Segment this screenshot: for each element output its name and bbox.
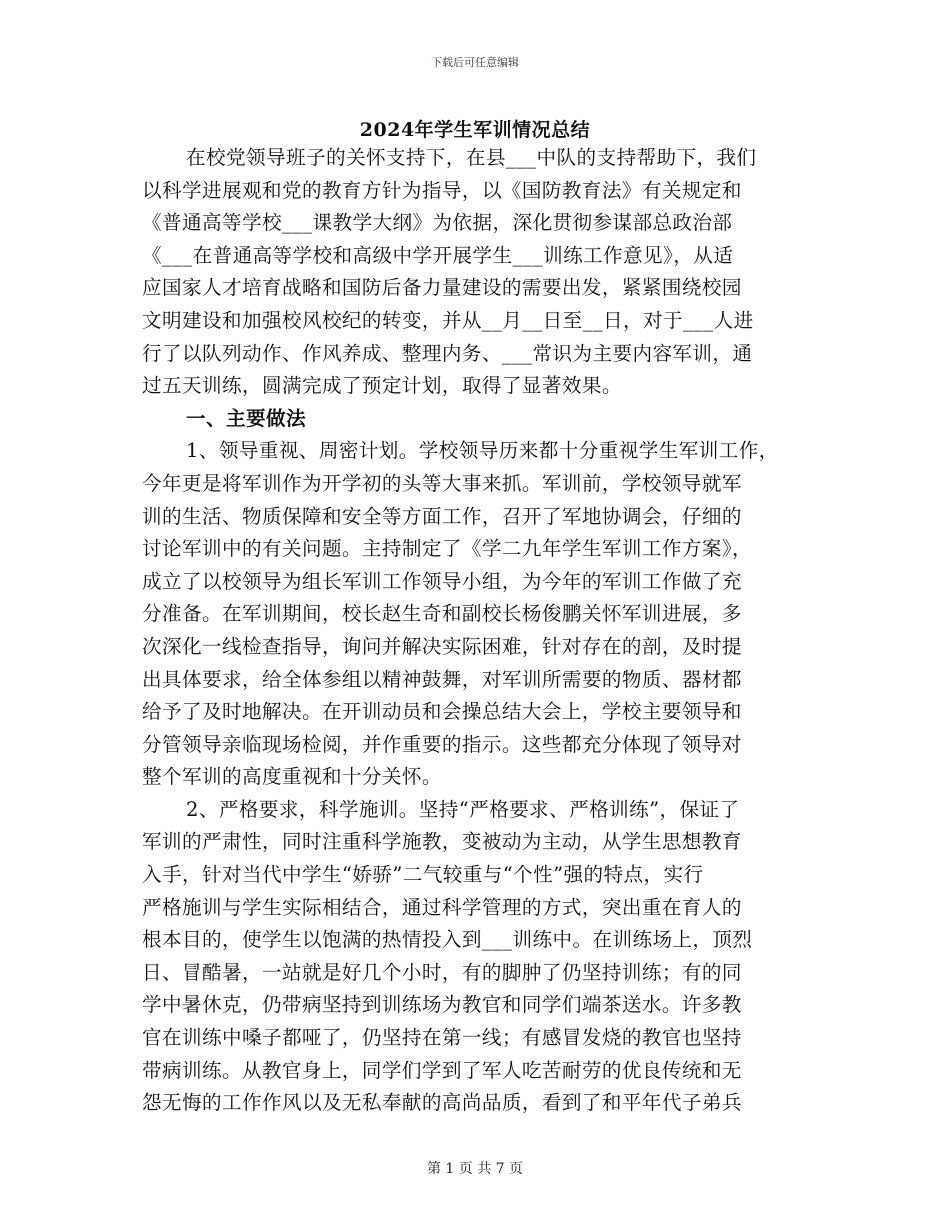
header-note: 下载后可任意编辑: [431, 56, 519, 69]
paragraph-line: 训的生活、物质保障和安全等方面工作，召开了军地协调会，仔细的: [142, 504, 742, 528]
paragraph-line: 过五天训练，圆满完成了预定计划，取得了显著效果。: [142, 374, 622, 398]
paragraph-line: 官在训练中嗓子都哑了，仍坚持在第一线；有感冒发烧的教官也坚持: [142, 1026, 742, 1050]
paragraph-line: 根本目的，使学生以饱满的热情投入到___训练中。在训练场上，顶烈: [142, 928, 753, 952]
paragraph-line: 文明建设和加强校风校纪的转变，并从__月__日至__日，对于___人进: [142, 308, 754, 332]
paragraph-line: 应国家人才培育战略和国防后备力量建设的需要出发，紧紧围绕校园: [142, 276, 742, 300]
paragraph-line: 成立了以校领导为组长军训工作领导小组，为今年的军训工作做了充: [142, 569, 742, 593]
section-heading: 一、主要做法: [186, 406, 306, 430]
paragraph-line: 在校党领导班子的关怀支持下，在县___中队的支持帮助下，我们: [186, 146, 757, 169]
paragraph-line: 带病训练。从教官身上，同学们学到了军人吃苦耐劳的优良传统和无: [142, 1058, 742, 1082]
paragraph-line: 《普通高等学校___课教学大纲》为依据，深化贯彻参谋部总政治部: [142, 211, 733, 235]
paragraph-line: 入手，针对当代中学生“娇骄”二气较重与“个性”强的特点，实行: [142, 863, 704, 887]
paragraph-line: 军训的严肃性，同时注重科学施教，变被动为主动，从学生思想教育: [142, 830, 742, 854]
paragraph-line: 给予了及时地解决。在开训动员和会操总结大会上，学校主要领导和: [142, 700, 742, 724]
paragraph-line: 行了以队列动作、作风养成、整理内务、___常识为主要内容军训，通: [142, 341, 753, 365]
paragraph-line: 学中暑休克，仍带病坚持到训练场为教官和同学们端茶送水。许多教: [142, 993, 742, 1017]
paragraph-line: 以科学进展观和党的教育方针为指导，以《国防教育法》有关规定和: [142, 178, 742, 202]
paragraph-line: 分管领导亲临现场检阅，并作重要的指示。这些都充分体现了领导对: [142, 732, 742, 756]
paragraph-line: 今年更是将军训作为开学初的头等大事来抓。军训前，学校领导就军: [142, 471, 742, 495]
document-body: [142, 142, 802, 1120]
paragraph-line: 整个军训的高度重视和十分关怀。: [142, 765, 442, 789]
paragraph-line: 出具体要求，给全体参组以精神鼓舞，对军训所需要的物质、器材都: [142, 667, 742, 691]
paragraph-line: 怨无悔的工作作风以及无私奉献的高尚品质，看到了和平年代子弟兵: [142, 1091, 742, 1115]
paragraph-line: 讨论军训中的有关问题。主持制定了《学二九年学生军训工作方案》，: [142, 537, 753, 561]
paragraph-line: 2、严格要求，科学施训。坚持“严格要求、严格训练”，保证了: [186, 797, 740, 821]
paragraph-line: 日、冒酷暑，一站就是好几个小时，有的脚肿了仍坚持训练；有的同: [142, 960, 742, 984]
page-number: 第 1 页 共 7 页: [426, 1161, 524, 1177]
paragraph-line: 1、领导重视、周密计划。学校领导历来都十分重视学生军训工作，: [186, 439, 779, 463]
paragraph-line: 分准备。在军训期间，校长赵生奇和副校长杨俊鹏关怀军训进展，多: [142, 602, 742, 626]
paragraph-line: 《___在普通高等学校和高级中学开展学生___训练工作意见》，从适: [142, 243, 734, 267]
paragraph-line: 次深化一线检查指导，询问并解决实际困难，针对存在的剖，及时提: [142, 634, 742, 658]
document-title: 2024年学生军训情况总结: [359, 119, 591, 141]
paragraph-line: 严格施训与学生实际相结合，通过科学管理的方式，突出重在育人的: [142, 895, 742, 919]
